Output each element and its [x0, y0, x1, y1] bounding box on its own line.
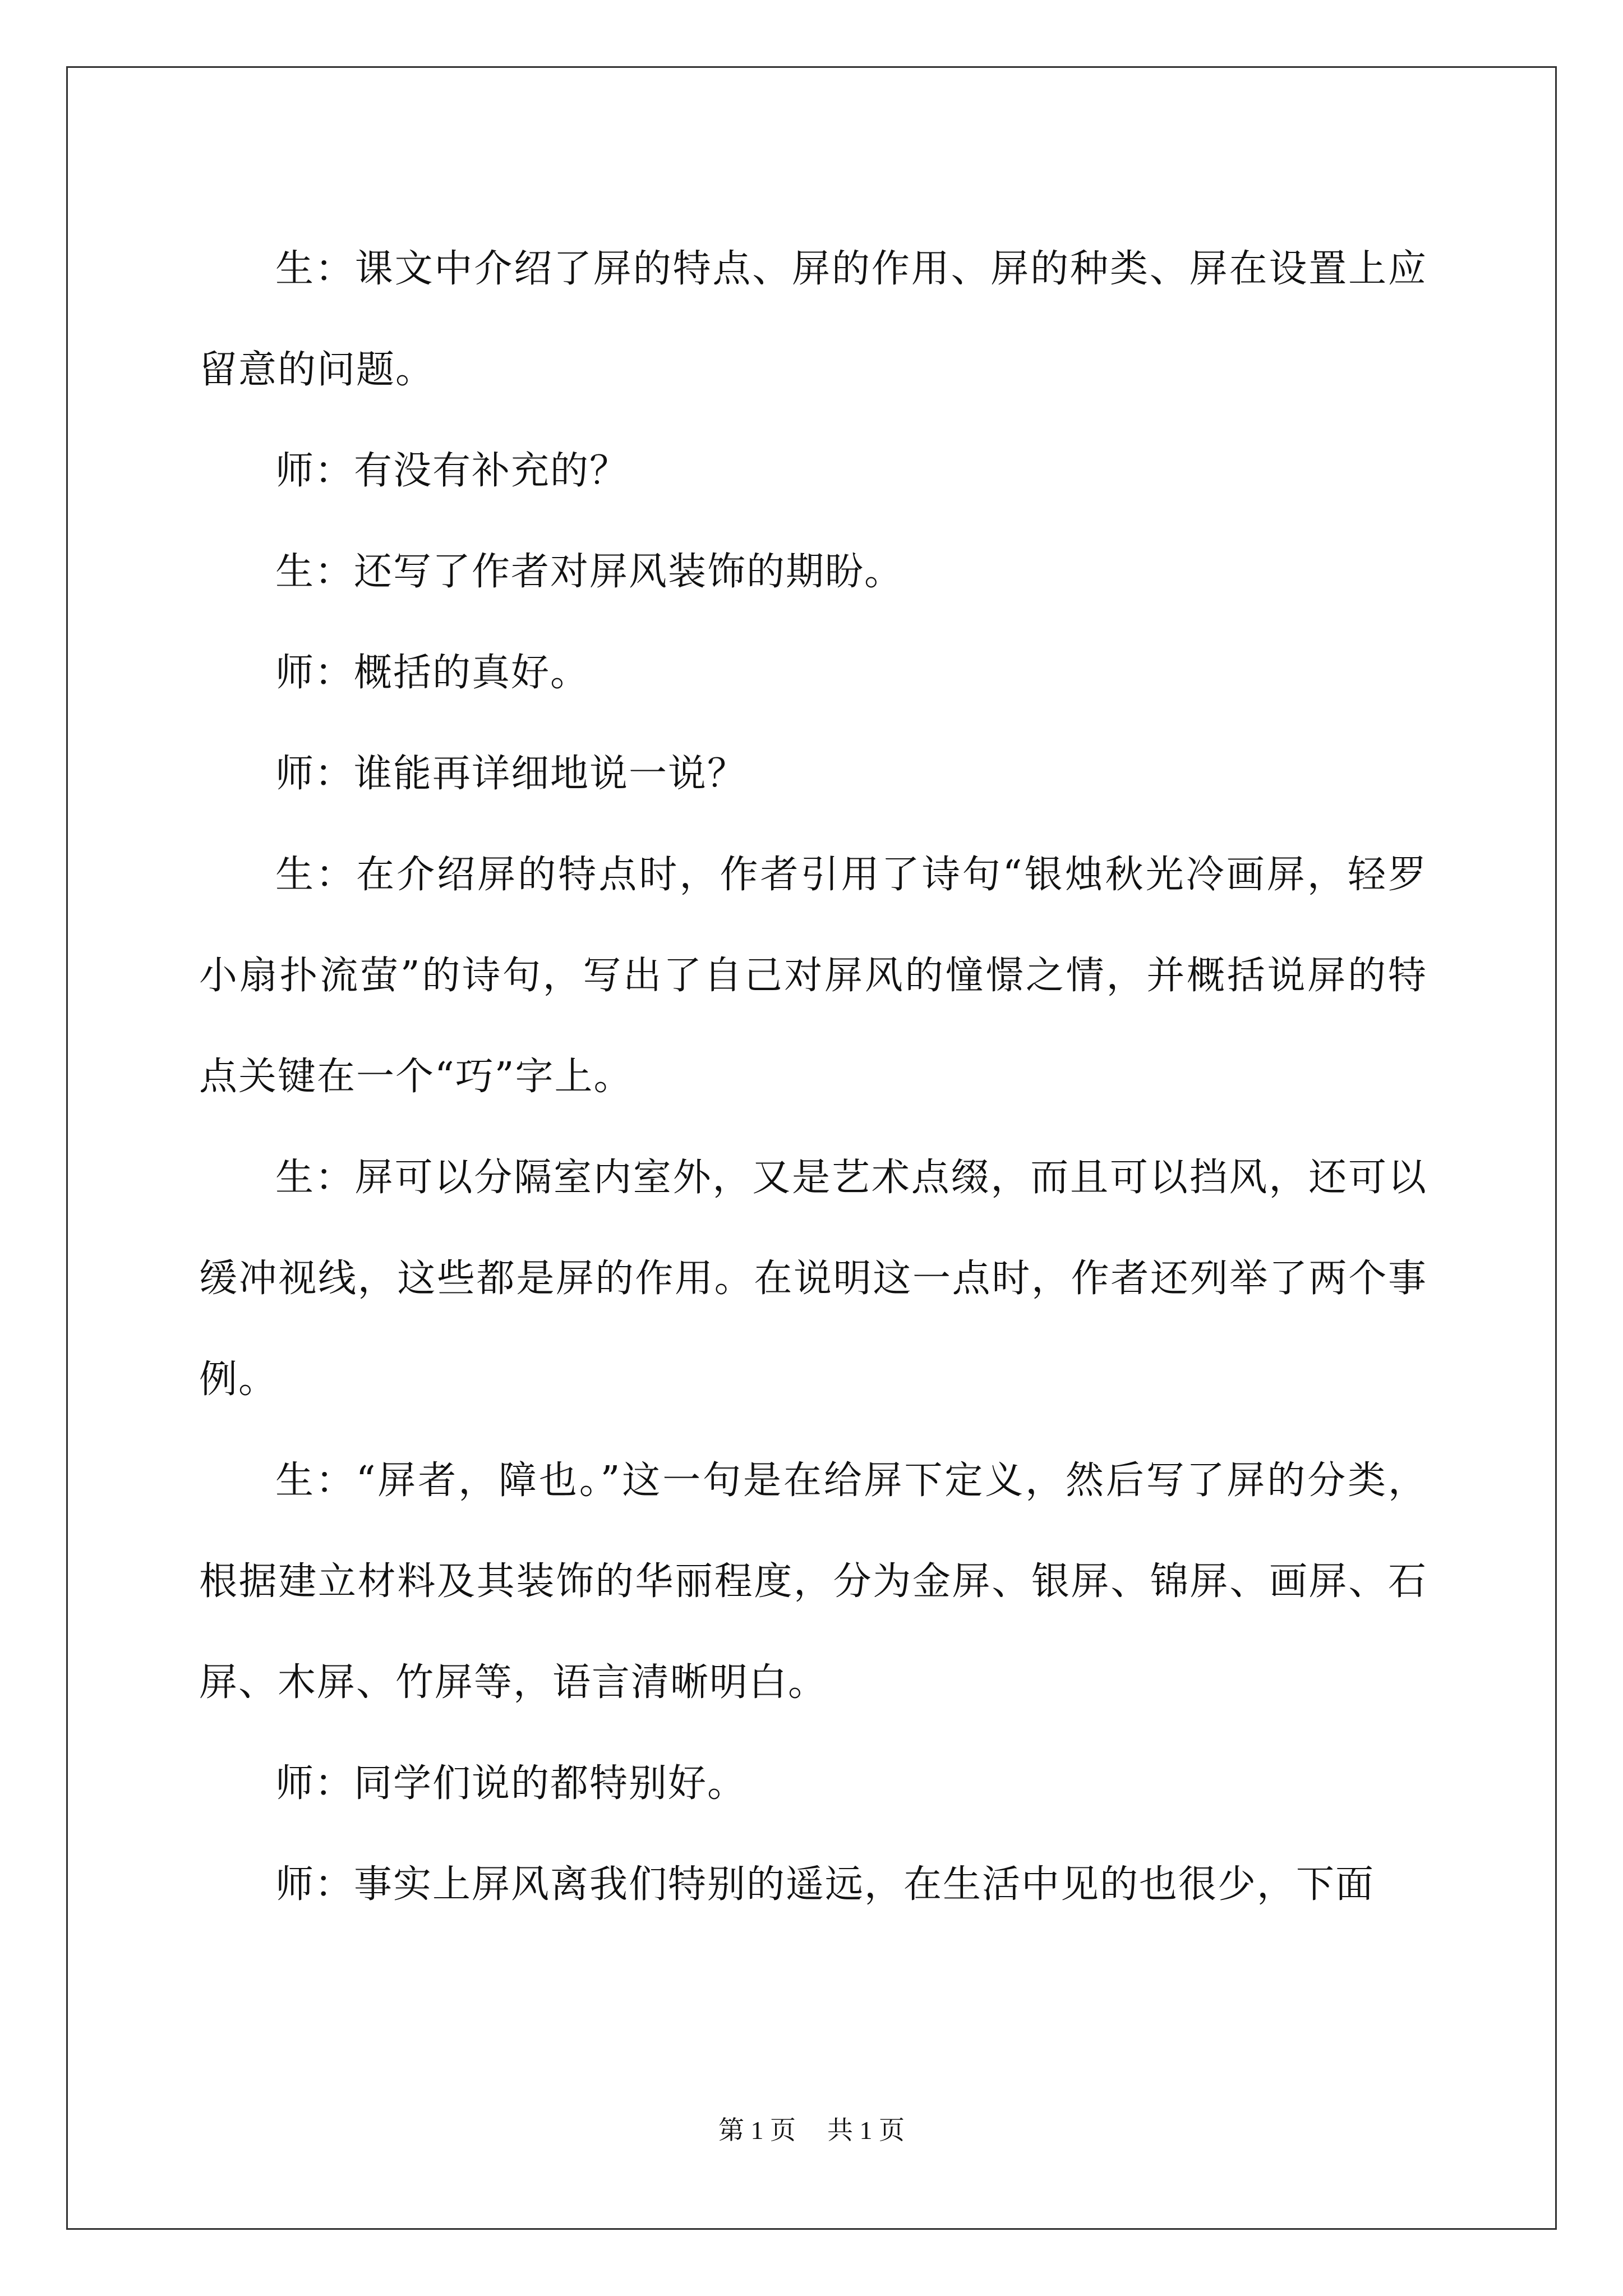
paragraph: 生：还写了作者对屏风装饰的期盼。	[275, 550, 904, 594]
paragraph: 师：概括的真好。	[275, 651, 590, 695]
page-footer	[0, 2114, 1623, 2147]
document-body	[199, 219, 1427, 1935]
paragraph: 生：在介绍屏的特点时，作者引用了诗句“银烛秋光冷画屏，轻罗小扇扑流萤”的诗句，写出了自己对屏风的憧憬之情，并概括说屏的特点关键在一个“巧”字上。	[199, 853, 1427, 1099]
paragraph: 生：屏可以分隔室内室外，又是艺术点缀，而且可以挡风，还可以缓冲视线，这些都是屏的作用。在说明这一点时，作者还列举了两个事例。	[199, 1156, 1427, 1402]
paragraph: 师：事实上屏风离我们特别的遥远，在生活中见的也很少，下面	[275, 1862, 1375, 1907]
paragraph: 生：“屏者，障也。”这一句是在给屏下定义，然后写了屏的分类，根据建立材料及其装饰的华丽程度，分为金屏、银屏、锦屏、画屏、石屏、木屏、竹屏等，语言清晰明白。	[199, 1458, 1427, 1705]
paragraph: 师：谁能再详细地说一说？	[275, 752, 747, 796]
paragraph: 师：有没有补充的？	[275, 449, 629, 493]
paragraph: 生：课文中介绍了屏的特点、屏的作用、屏的种类、屏在设置上应留意的问题。	[199, 247, 1427, 392]
page-total: 共 1 页	[827, 2116, 905, 2145]
paragraph: 师：同学们说的都特别好。	[275, 1761, 747, 1806]
page-number: 第 1 页	[718, 2116, 796, 2145]
